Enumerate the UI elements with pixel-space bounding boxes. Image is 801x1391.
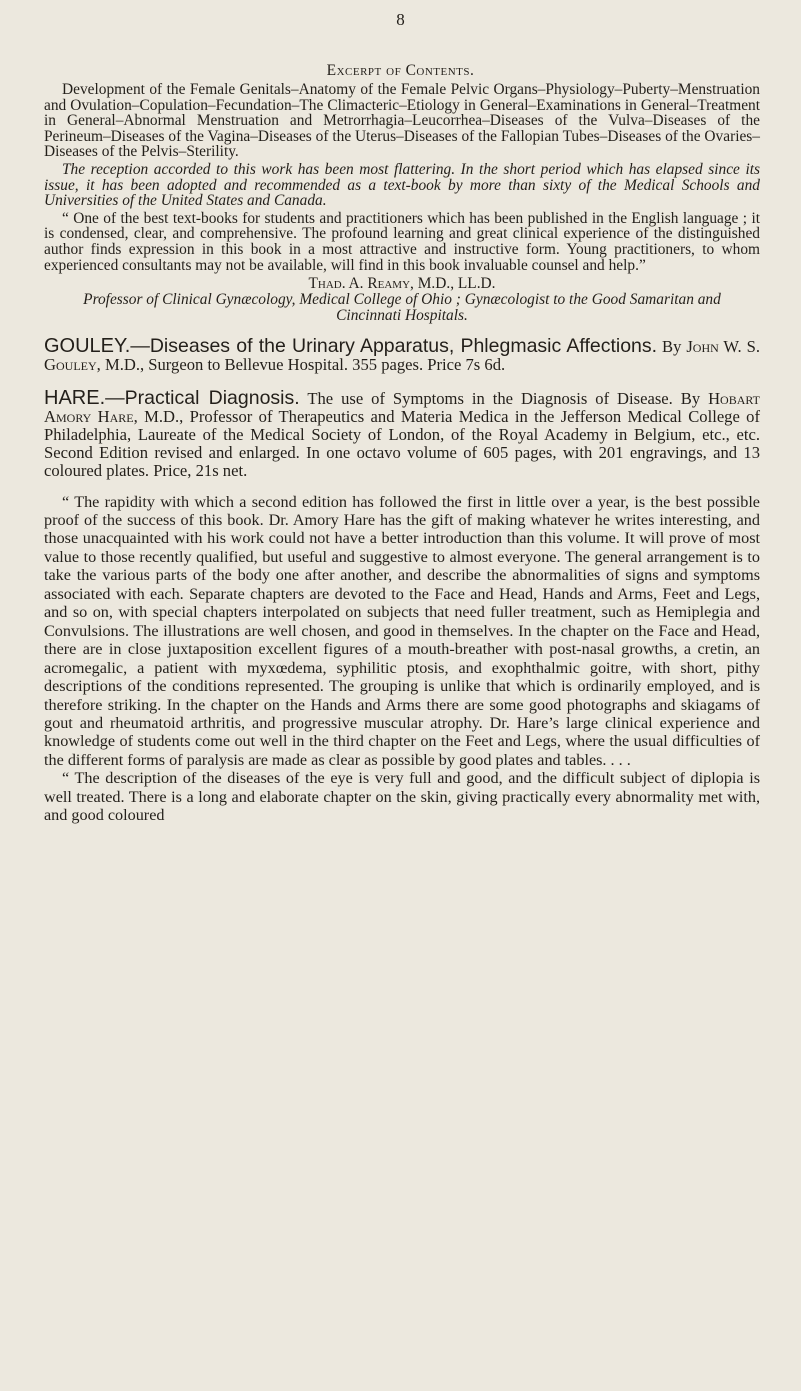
hare-text-b: , M.D., Professor of Therapeutics and Materia Medica in the Jefferson Medical College of Philadelphia, Laureate of the Medical Society of London, of the Royal Academy in Belgium, etc., etc. Second Edition revised and enlarged. In one octavo volume of 605 pages, with 201 engravings, and 13 coloured plates. Price, 21s net. (44, 406, 761, 481)
gouley-by: By (662, 337, 682, 357)
gouley-name: John W. S. Gouley (44, 337, 760, 375)
page-body (44, 82, 760, 825)
gouley-entry (44, 337, 760, 374)
page-number: 8 (396, 10, 405, 29)
hare-name: Hobart Amory Hare (44, 388, 761, 426)
hare-author: HARE. (44, 386, 106, 409)
gouley-author: GOULEY. (44, 335, 131, 358)
gouley-title: —Diseases of the Urinary Apparatus, Phlegmasic Affections. (130, 335, 658, 358)
hare-entry (44, 386, 761, 481)
section-heading: Excerpt of Contents. (326, 62, 475, 79)
testimonial-author-position: Professor of Clinical Gynæcology, Medical College of Ohio ; Gynæcologist to the Good Samaritan and Cincinnati Hospitals. (83, 291, 721, 324)
contents-list: Development of the Female Genitals–Anatomy of the Female Pelvic Organs–Physiology–Puberty–Menstruation and Ovulation–Copulation–Fecundation–The Climacteric–Etiology in General–Examinations in General–Treatment in General–Abnormal Menstruation and Metrorrhagia–Leucorrhea–Diseases of the Vulva–Diseases of the Perineum–Diseases of the Vagina–Diseases of the Uterus–Diseases of the Fallopian Tubes–Diseases of the Ovaries–Diseases of the Pelvis–Sterility. (44, 81, 760, 161)
hare-text-a: The use of Symptoms in the Diagnosis of Disease. By (299, 388, 701, 408)
reception-note: The reception accorded to this work has been most flattering. In the short period which has elapsed since its issue, it has been adopted and recommended as a text-book by more than sixty of the Medical Schools and Universities of the United States and Canada. (44, 160, 760, 210)
testimonial-quote: “ One of the best text-books for students and practitioners which has been published in the English language ; it is condensed, clear, and comprehensive. The profound learning and great clinical experience of the distinguished author finds expression in this book in a most attractive and instructive form. Young practitioners, to whom experienced consultants may not be available, will find in this book invaluable counsel and help.” (44, 209, 760, 274)
hare-review-2: “ The description of the diseases of the eye is very full and good, and the difficult subject of diplopia is well treated. There is a long and elaborate chapter on the skin, giving practically every abnormality met with, and good coloured (44, 769, 760, 825)
testimonial-author: Thad. A. Reamy, M.D., LL.D. (308, 275, 496, 293)
hare-title: —Practical Diagnosis. (105, 386, 300, 409)
gouley-details: , M.D., Surgeon to Bellevue Hospital. 355 pages. Price 7s 6d. (96, 355, 506, 375)
hare-review-1: “ The rapidity with which a second edition has followed the first in little over a year, is the best possible proof of the success of this book. Dr. Amory Hare has the gift of making whatever he writes interesting, and those unacquainted with his work could not have a better introduction than this volume. It will prove of most value to those recently qualified, but useful and suggestive to almost everyone. The general arrangement is to take the various parts of the body one after another, and describe the abnormalities of signs and symptoms associated with each. Separate chapters are devoted to the Face and Head, Hands and Arms, Feet and Legs, and so on, with special chapters interpolated on subjects that need fuller treatment, such as Hemiplegia and Convulsions. The illustrations are well chosen, and good in themselves. In the chapter on the Face and Head, there are in close juxtaposition excellent figures of a mouth-breather with post-nasal growths, a cretin, an acromegalic, a patient with myxœdema, syphilitic ptosis, and exophthalmic goitre, with short, pithy descriptions of the conditions represented. The grouping is unlike that which is ordinarily employed, and is therefore striking. In the chapter on the Hands and Arms there are some good photographs and skiagams of gout and rheumatoid arthritis, and progressive muscular atrophy. Dr. Hare’s large clinical experience and knowledge of students come out well in the third chapter on the Feet and Legs, where the usual difficulties of the different forms of paralysis are made as clear as possible by good plates and tables. . . . (44, 492, 760, 769)
